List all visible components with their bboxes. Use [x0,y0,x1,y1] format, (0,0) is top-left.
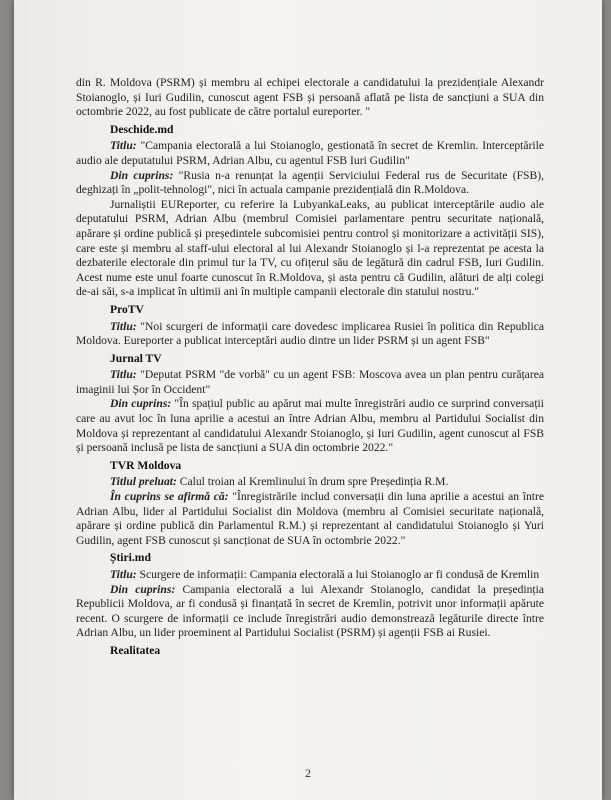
protv-title [76,320,544,349]
title-label: Titlu: [110,568,137,581]
title-label: Titlul preluat: [110,475,177,489]
title-label: Titlu: [110,319,137,333]
deschide-content [76,169,544,198]
title-text: Scurgere de informații: Campania electorală a lui Stoianoglo ar fi condusă de Kremlin [136,568,540,581]
title-text: "Campania electorală a lui Stoianoglo, gestionată în secret de Kremlin. Interceptările audio ale deputatului PSRM, Adrian Albu, cu agentul FSB Iuri Gudilin" [76,139,544,167]
tvr-title [76,475,544,490]
tvr-content [76,490,544,548]
title-text: "Deputat PSRM "de vorbă" cu un agent FSB: Moscova avea un plan pentru curățarea imaginii lui Șor în Occident" [76,368,544,396]
content-label: Din cuprins: [110,397,172,411]
page-number: 2 [305,766,311,780]
content-label: Din cuprins: [110,582,176,596]
deschide-content-2: Jurnaliștii EUReporter, cu referire la LubyankaLeaks, au publicat interceptările audio ale deputatului PSRM, Adrian Albu (membrul Comisiei parlamentare pentru securitate națională, apărare și ordine publică și președintele subcomisiei pentru control și monitorizare a activității SIS), care este și membru al staff-ului electoral al lui Alexandr Stoianoglo și l-a reprezentat pe acesta la dezbaterile electorale din primul tur la TV, cu ofițerul său de legătură din cadrul FSB, Iuri Gudilin. Acest nume este unul foarte cunoscut în R.Moldova, și asta pentru că Gudilin, alături de alți colegi de-ai săi, s-a implicat în ultimii ani în multiple campanii electorale din statului nostru." [76,197,544,299]
source-protv: ProTV [110,302,144,316]
stiri-content [76,583,544,641]
title-label: Titlu: [110,139,137,153]
document-page [14,0,602,800]
document-body [76,76,544,661]
content-text: "Rusia n-a renunțat la agenții Serviciului Federal rus de Securitate (FSB), deghizați în „polit-tehnologi", nici în actuala campanie prezidențială din R.Moldova. [76,168,544,197]
jurnal-tv-content [76,397,544,455]
source-jurnal-tv: Jurnal TV [110,351,162,365]
paragraph-intro: din R. Moldova (PSRM) și membru al echipei electorale a candidatului la prezidențiale Alexandr Stoianoglo, și Iuri Gudilin, cunoscut agent FSB și persoană aflată pe lista de sancțiuni a SUA din octombrie 2022, au fost publicate de către portalul eureporter. " [76,76,544,119]
source-deschide: Deschide.md [110,122,174,136]
title-label: Titlu: [110,368,137,382]
content-label: Din cuprins: [110,168,174,182]
title-text: "Noi scurgeri de informații care dovedesc implicarea Rusiei în politica din Republica Moldova. Eureporter a publicat interceptări audio dintre un lider PSRM și un agent FSB" [76,319,544,348]
content-text: Campania electorală a lui Alexandr Stoianoglo, candidat la președinția Republicii Moldova, ar fi condusă și finanțată în secret de Kremlin, potrivit unor informații apărute recent. O scurgere de informații ce include înregistrări audio demonstrează legăturile directe între Adrian Albu, un lider proeminent al Partidului Socialist (PSRM) și agenții FSB ai Rusiei. [76,582,544,640]
content-text: "Înregistrările includ conversații din luna aprilie a acestui an între Adrian Albu, lider al Partidului Socialist din Moldova (membru al Comisiei securitate națională, apărare și ordine publică din Parlamentul R.M.) și reprezentant al candidatului Stoianoglo și Yuri Gudilin, agent FSB cunoscut și sancționat de SUA în octombrie 2022." [76,490,544,547]
content-label: În cuprins se afirmă că: [110,490,229,504]
stiri-title [76,568,544,583]
jurnal-tv-title [76,368,544,397]
title-text: Calul troian al Kremlinului în drum spre Președinția R.M. [176,475,449,489]
deschide-title [76,139,544,168]
source-stiri-md: Știri.md [110,551,151,565]
content-text: "În spațiul public au apărut mai multe înregistrări audio ce surprind conversații care au avut loc în luna aprilie a acestui an între Adrian Albu, membru al Partidului Socialist din Moldova și reprezentant al candidatului Alexandr Stoianoglo, și Iuri Gudilin, agent cunoscut al FSB și persoană inclusă pe lista de sancțiuni a SUA din octombrie 2022." [76,397,544,455]
source-realitatea: Realitatea [110,643,161,657]
source-tvr-moldova: TVR Moldova [110,458,182,472]
